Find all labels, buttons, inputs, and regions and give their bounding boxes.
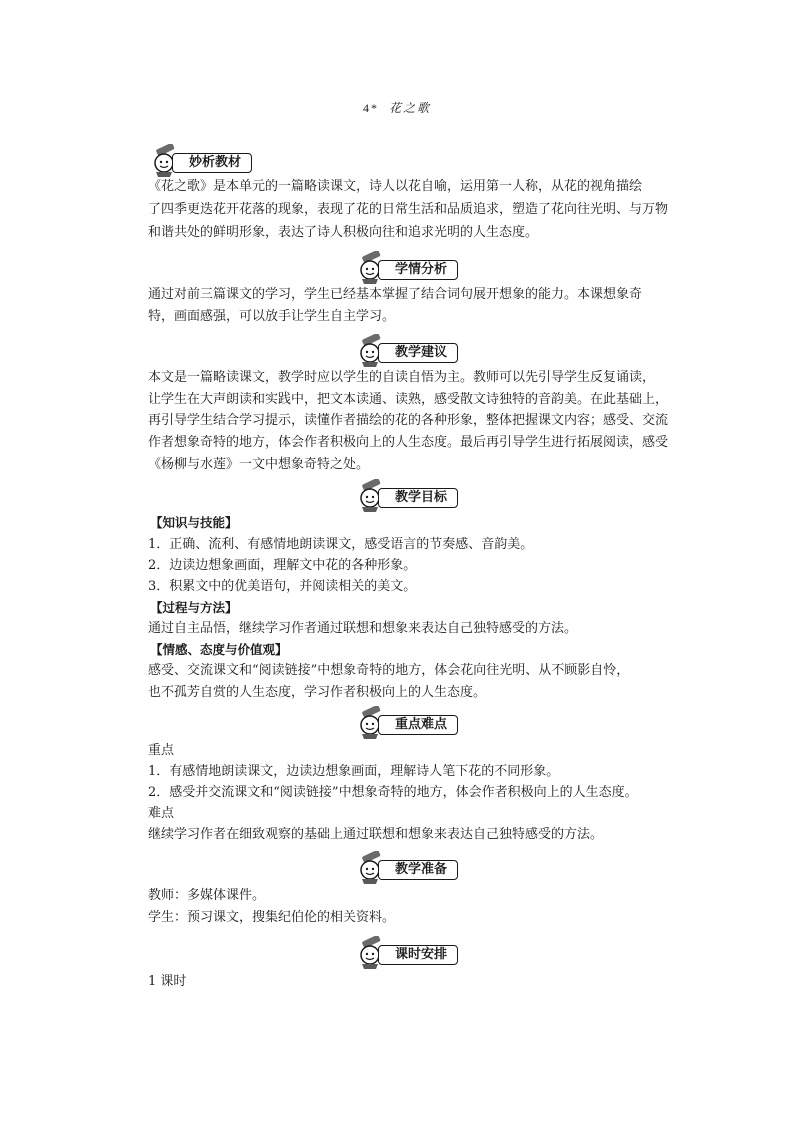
lesson-number: 4* <box>362 101 379 115</box>
lesson-name: 花之歌 <box>388 101 431 115</box>
goal-item: 2．边读边想象画面，理解文中花的各种形象。 <box>148 558 417 573</box>
knowledge-heading: 【知识与技能】 <box>150 515 238 530</box>
analysis-line: 和谐共处的鲜明形象，表达了诗人积极向往和追求光明的人生态度。 <box>148 225 539 240</box>
analysis-line: 《花之歌》是本单元的一篇略读课文，诗人以花自喻，运用第一人称，从花的视角描绘 <box>148 179 643 194</box>
advice-line: 再引导学生结合学习提示，读懂作者描绘的花的各种形象，整体把握课文内容；感受、交流 <box>148 413 669 428</box>
emotion-line: 也不孤芳自赏的人生态度，学习作者积极向上的人生态度。 <box>148 685 487 700</box>
schedule-text: 1 课时 <box>148 974 187 989</box>
section-badge-goals <box>356 479 466 513</box>
section-label: 教学目标 <box>378 488 458 508</box>
section-badge-analysis <box>150 144 260 178</box>
prep-student: 学生：预习课文，搜集纪伯伦的相关资料。 <box>148 910 396 925</box>
learning-line: 特，画面感强，可以放手让学生自主学习。 <box>148 309 396 324</box>
advice-line: 《杨柳与水莲》一文中想象奇特之处。 <box>148 457 370 472</box>
process-text: 通过自主品悟，继续学习作者通过联想和想象来表达自己独特感受的方法。 <box>148 621 578 636</box>
section-badge-learning <box>356 251 466 285</box>
prep-teacher: 教师：多媒体课件。 <box>148 888 266 903</box>
key-heading: 重点 <box>148 743 175 758</box>
section-label: 教学准备 <box>378 860 458 880</box>
emotion-line: 感受、交流课文和“阅读链接”中想象奇特的地方，体会花向往光明、从不顾影自怜， <box>148 663 630 678</box>
lesson-title <box>0 99 794 116</box>
section-label: 重点难点 <box>378 715 458 735</box>
goal-item: 3．积累文中的优美语句，并阅读相关的美文。 <box>148 579 417 594</box>
section-badge-prep <box>356 851 466 885</box>
difficulty-text: 继续学习作者在细致观察的基础上通过联想和想象来表达自己独特感受的方法。 <box>148 827 604 842</box>
advice-line: 作者想象奇特的地方，体会作者积极向上的人生态度。最后再引导学生进行拓展阅读，感受 <box>148 435 669 450</box>
difficulty-heading: 难点 <box>148 806 175 821</box>
advice-line: 本文是一篇略读课文，教学时应以学生的自读自悟为主。教师可以先引导学生反复诵读， <box>148 370 656 385</box>
section-badge-advice <box>356 334 466 368</box>
key-item: 1．有感情地朗读课文，边读边想象画面，理解诗人笔下花的不同形象。 <box>148 764 560 779</box>
advice-line: 让学生在大声朗读和实践中，把文本读通、读熟，感受散文诗独特的音韵美。在此基础上， <box>148 392 669 407</box>
section-label: 课时安排 <box>378 945 458 965</box>
learning-line: 通过对前三篇课文的学习，学生已经基本掌握了结合词句展开想象的能力。本课想象奇 <box>148 287 643 302</box>
section-label: 学情分析 <box>378 260 458 280</box>
section-label: 妙析教材 <box>172 153 252 173</box>
goal-item: 1．正确、流利、有感情地朗读课文，感受语言的节奏感、音韵美。 <box>148 537 534 552</box>
analysis-line: 了四季更迭花开花落的现象，表现了花的日常生活和品质追求，塑造了花向往光明、与万物 <box>148 202 669 217</box>
section-badge-schedule <box>356 936 466 970</box>
section-badge-keypoints <box>356 706 466 740</box>
section-label: 教学建议 <box>378 343 458 363</box>
emotion-heading: 【情感、态度与价值观】 <box>150 642 288 657</box>
process-heading: 【过程与方法】 <box>150 600 238 615</box>
key-item: 2．感受并交流课文和“阅读链接”中想象奇特的地方，体会作者积极向上的人生态度。 <box>148 785 638 800</box>
